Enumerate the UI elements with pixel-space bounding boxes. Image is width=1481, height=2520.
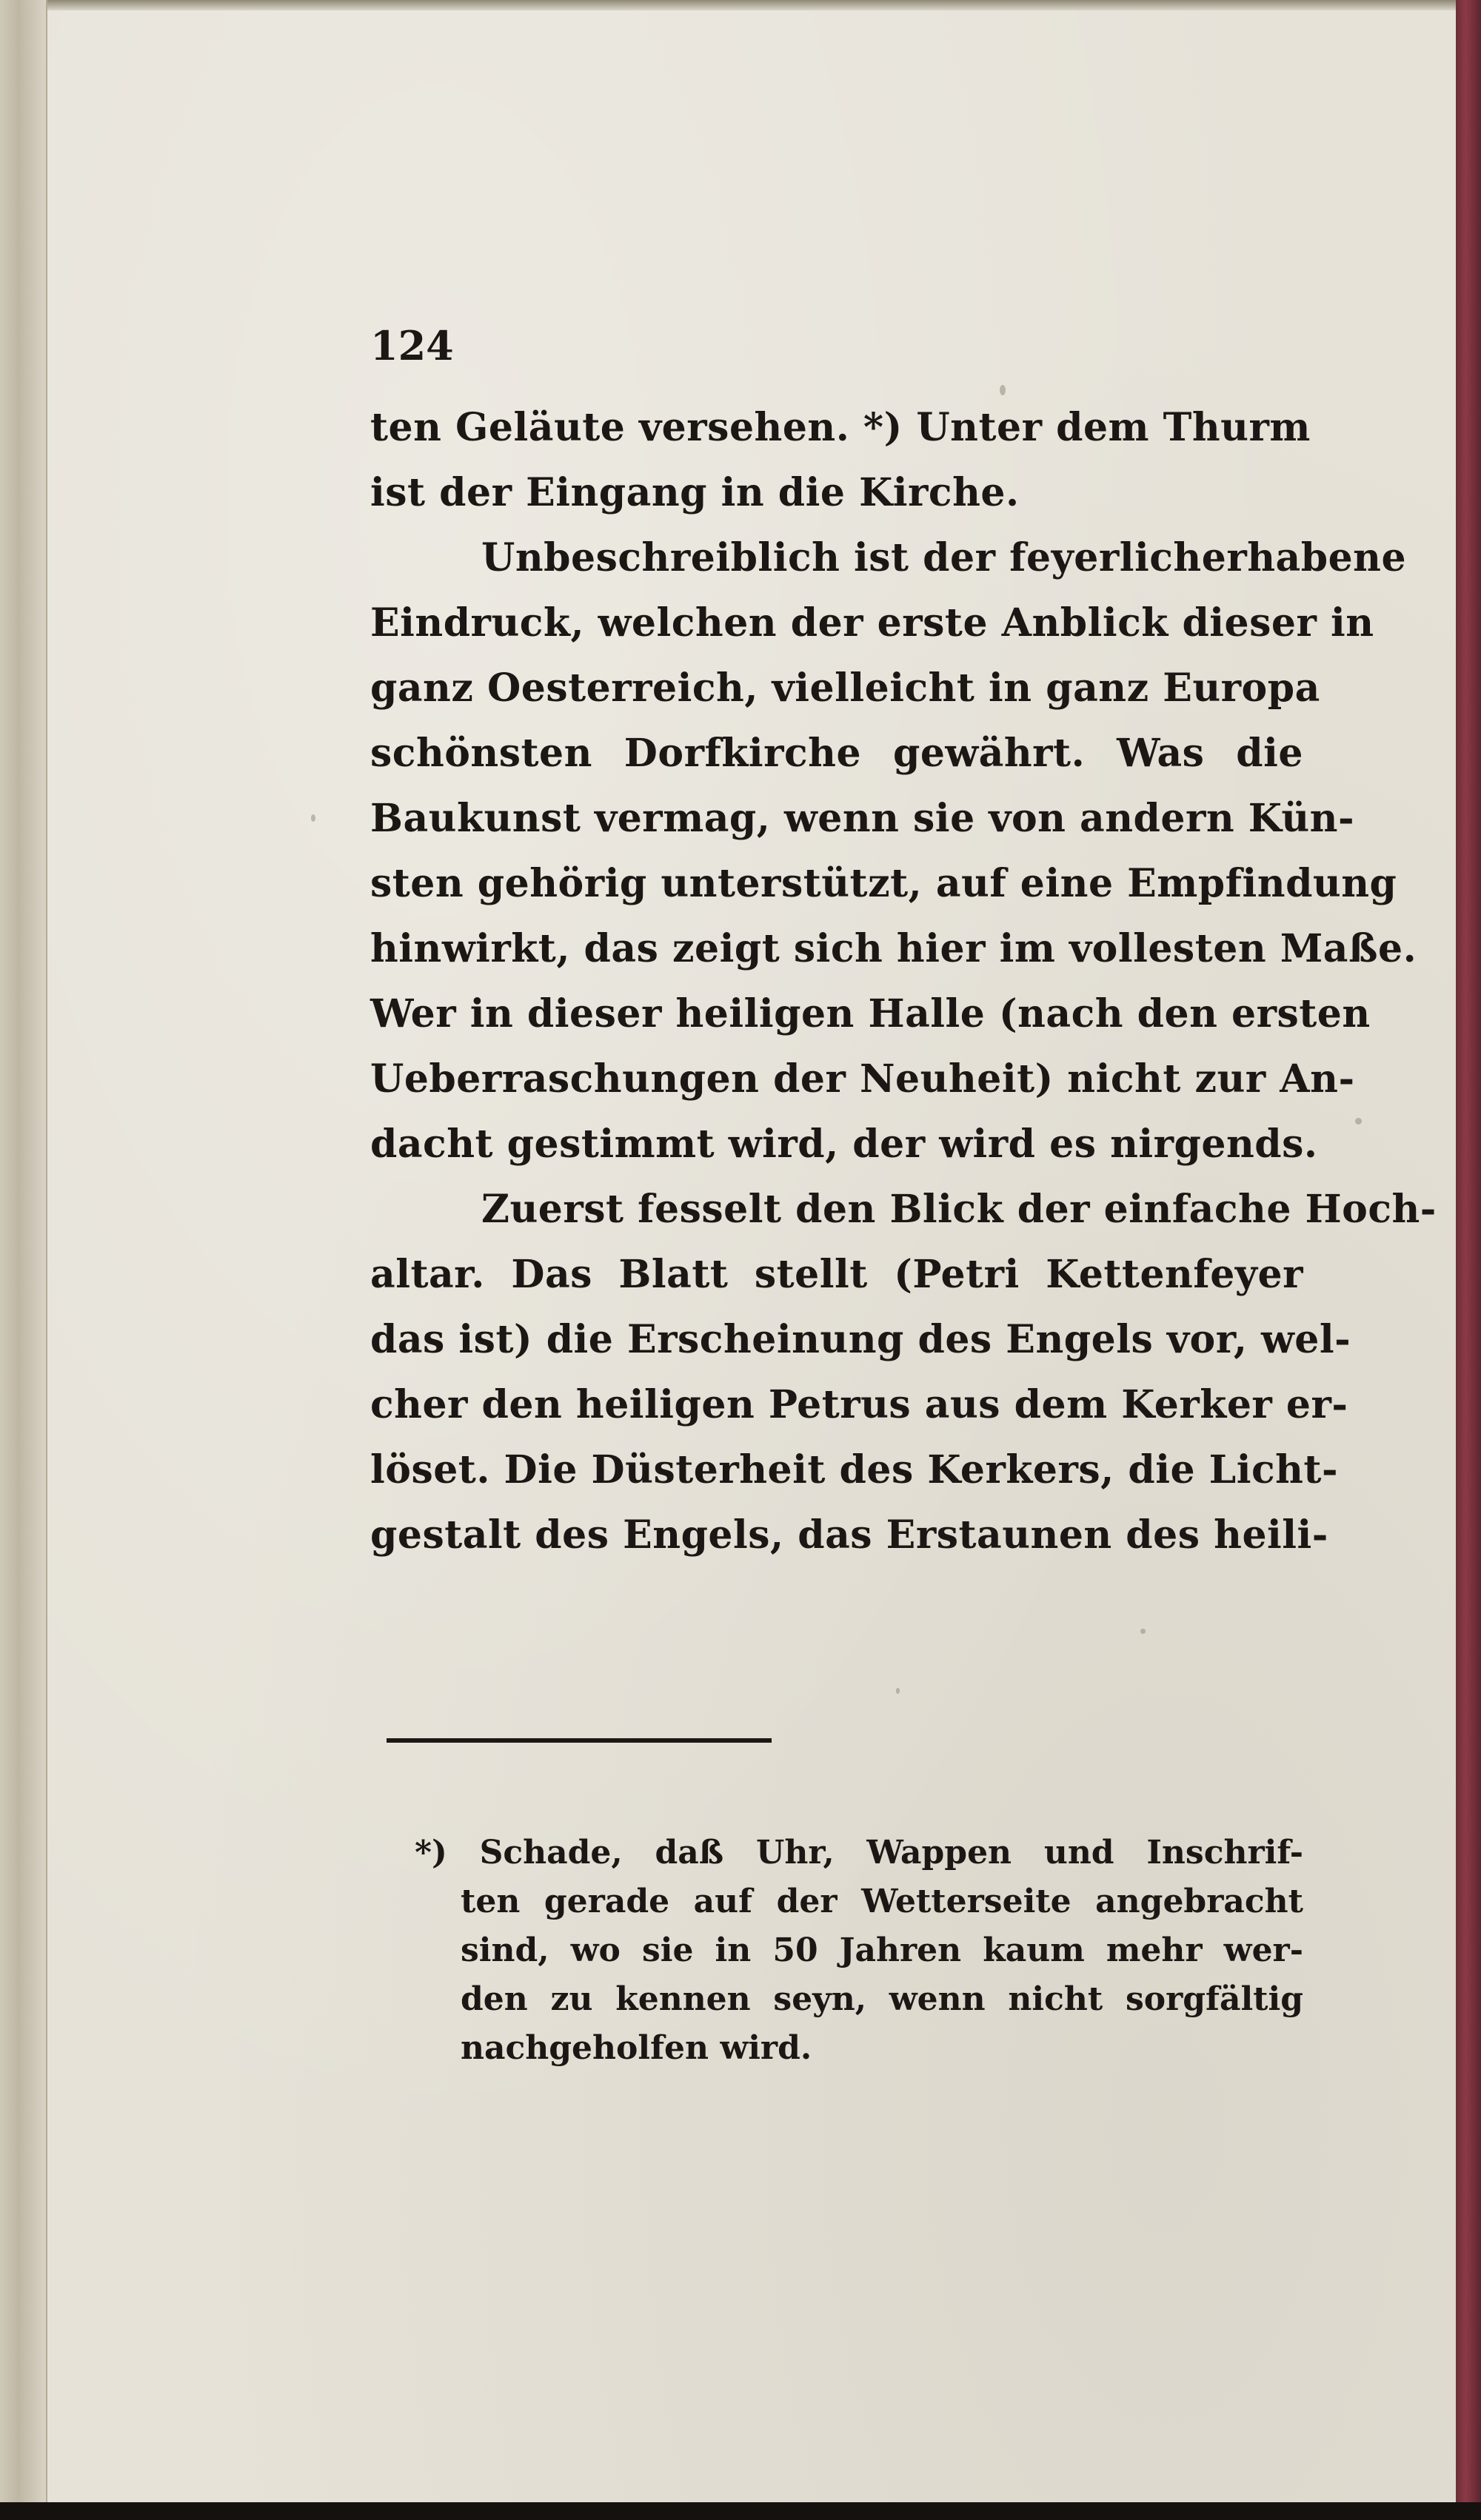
footnote [415,1829,1303,2073]
text-line: Baukunst vermag, wenn sie von andern Kün- [370,796,1355,841]
text-line: Ueberraschungen der Neuheit) nicht zur An- [370,1056,1355,1102]
text-line: ganz Oesterreich, vielleicht in ganz Europa [370,666,1320,711]
footnote-line: sind, wo sie in 50 Jahren kaum mehr wer- [461,1931,1303,1969]
main-text [370,322,1437,1568]
footnote-line: *) Schade, daß Uhr, Wappen und Inschrif- [415,1834,1303,1871]
text-line: gestalt des Engels, das Erstaunen des heili- [370,1512,1328,1558]
page-number: 124 [370,322,454,369]
paper-speck [1140,1629,1146,1634]
text-line: sten gehörig unterstützt, auf eine Empfindung [370,861,1397,906]
text-line: das ist) die Erscheinung des Engels vor, wel- [370,1317,1351,1362]
text-line: Unbeschreiblich ist der feyerlicherhabene [481,535,1407,580]
paragraph-1 [370,395,1311,526]
paragraph-2 [370,526,1417,1177]
text-line: löset. Die Düsterheit des Kerkers, die Licht- [370,1447,1339,1492]
page-gutter [0,0,47,2502]
footnote-line: den zu kennen seyn, wenn nicht sorgfältig [461,1980,1303,2018]
text-line: ist der Eingang in die Kirche. [370,470,1020,515]
text-line: hinwirkt, das zeigt sich hier im vollesten Maße. [370,926,1417,971]
text-line: Zuerst fesselt den Blick der einfache Hoch- [481,1187,1437,1232]
background-edge [0,2502,1481,2520]
text-line: cher den heiligen Petrus aus dem Kerker er- [370,1382,1348,1427]
footnote-divider [387,1738,772,1743]
text-line: Wer in dieser heiligen Halle (nach den ersten [370,991,1371,1036]
text-line: Eindruck, welchen der erste Anblick dieser in [370,600,1374,646]
text-line: dacht gestimmt wird, der wird es nirgends. [370,1122,1318,1167]
text-line: ten Geläute versehen. *) Unter dem Thurm [370,405,1311,450]
page-top-edge [0,0,1456,10]
text-line: altar. Das Blatt stellt (Petri Kettenfeyer [370,1252,1303,1297]
text-line: schönsten Dorfkirche gewährt. Was die [370,731,1303,776]
footnote-line: ten gerade auf der Wetterseite angebracht [461,1883,1303,1920]
footnote-line: nachgeholfen wird. [461,2029,812,2067]
paper-speck [1355,1118,1362,1125]
paragraph-3 [370,1177,1437,1568]
paper-speck [311,814,315,822]
book-cover-edge [1456,0,1481,2520]
paper-speck [896,1688,900,1694]
